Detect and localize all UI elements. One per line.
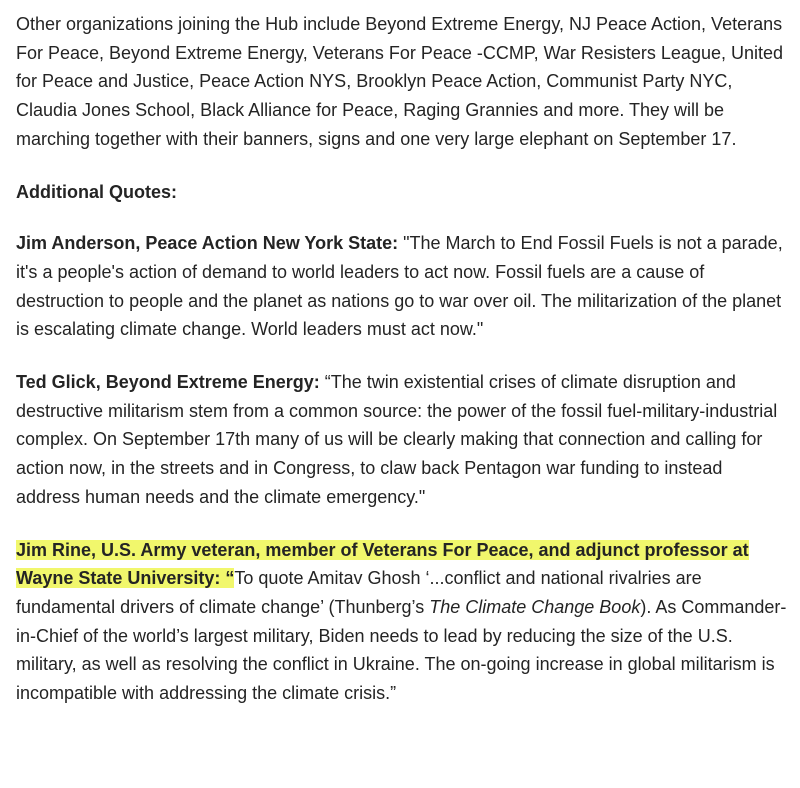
quote-speaker: Jim Anderson, Peace Action New York State: [16, 233, 399, 254]
book-title: The Climate Change Book [429, 596, 641, 617]
quote-text-after: ). As Commander-in-Chief of the world’s largest military, Biden needs to lead by reducing the size of the U.S. military, as well as resolving the conflict in Ukraine. The on-going increase in global militarism is incompatible with addressing the climate crisis.” [16, 596, 787, 704]
quote-text-before: To quote Amitav Ghosh ‘...conflict and national rivalries are fundamental drivers of climate change’ (Thunberg’s [16, 568, 702, 617]
quote-text: “The twin existential crises of climate disruption and destructive militarism stem from a common source: the power of the fossil fuel-military-industrial complex. On September 17th many of us will be clearly making that connection and calling for action now, in the streets and in Congress, to claw back Pentagon war funding to instead address human needs and the climate emergency." [16, 372, 778, 507]
quote-paragraph-anderson [16, 229, 791, 344]
quote-speaker: Ted Glick, Beyond Extreme Energy: [16, 372, 320, 393]
quote-paragraph-glick [16, 368, 791, 512]
additional-quotes-heading [16, 178, 800, 207]
quote-paragraph-rine [16, 536, 792, 708]
heading-text: Additional Quotes: [16, 181, 177, 202]
highlighted-quote-speaker: Jim Rine, U.S. Army veteran, member of Veterans For Peace, and adjunct professor at Wayne State University: “ [16, 539, 749, 589]
quote-text: "The March to End Fossil Fuels is not a parade, it's a people's action of demand to world leaders to act now. Fossil fuels are a cause of destruction to people and the planet as nations go to war over oil. The militarization of the planet is escalating climate change. World leaders must act now." [16, 233, 783, 340]
intro-paragraph: Other organizations joining the Hub include Beyond Extreme Energy, NJ Peace Action, Veterans For Peace, Beyond Extreme Energy, Veterans For Peace -CCMP, War Resisters League, United for Peace and Justice, Peace Action NYS, Brooklyn Peace Action, Communist Party NYC, Claudia Jones School, Black Alliance for Peace, Raging Grannies and more. They will be marching together with their banners, signs and one very large elephant on September 17. [16, 14, 784, 149]
